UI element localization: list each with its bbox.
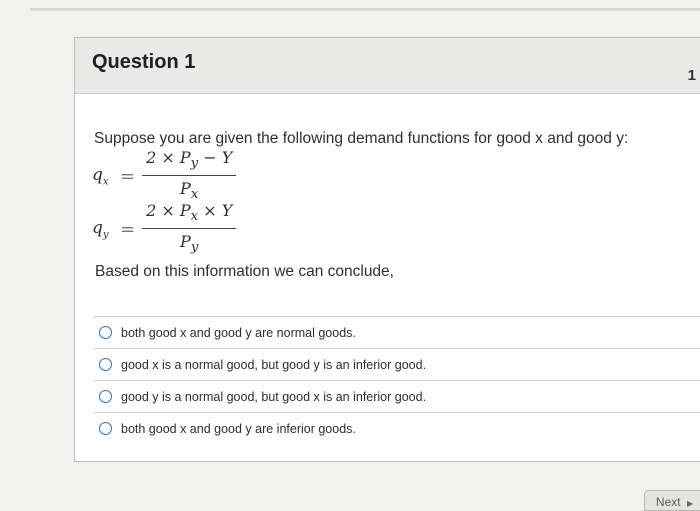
- question-points: 1: [687, 67, 696, 84]
- top-divider: [30, 8, 700, 11]
- equation-denominator: $P_y$: [180, 232, 199, 256]
- conclusion-prompt: Based on this information we can conclude,: [95, 263, 394, 280]
- equation-lhs: $q_x$: [92, 164, 109, 188]
- answer-options: [93, 316, 700, 444]
- answer-option-label: both good x and good y are normal goods.: [121, 325, 356, 340]
- radio-button[interactable]: [99, 390, 112, 403]
- question-header: [75, 38, 700, 94]
- equation-numerator: $2 \times P_y - Y$: [142, 149, 236, 176]
- question-title: Question 1: [92, 51, 196, 73]
- answer-option-normal-normal[interactable]: [93, 316, 700, 348]
- radio-button[interactable]: [99, 422, 112, 435]
- question-card: [74, 37, 700, 462]
- equation-fraction: [142, 202, 236, 255]
- demand-equation-x: [92, 148, 236, 203]
- answer-option-label: good x is a normal good, but good y is an inferior good.: [121, 357, 427, 372]
- radio-button[interactable]: [99, 326, 112, 339]
- answer-option-inferior-inferior[interactable]: [93, 412, 700, 444]
- demand-equation-y: [92, 201, 236, 256]
- equals-sign: =: [120, 165, 136, 187]
- answer-option-label: both good x and good y are inferior goods.: [121, 421, 356, 436]
- answer-option-label: good y is a normal good, but good x is an inferior good.: [121, 389, 427, 404]
- equation-denominator: $P_x$: [180, 179, 199, 203]
- radio-button[interactable]: [99, 358, 112, 371]
- equation-fraction: [142, 149, 236, 202]
- answer-option-x-normal-y-inferior[interactable]: [93, 348, 700, 380]
- equation-numerator: $2 \times P_x \times Y$: [142, 202, 236, 229]
- question-prompt: Suppose you are given the following demand functions for good x and good y:: [94, 130, 629, 147]
- next-button-label: Next: [655, 495, 681, 509]
- next-button[interactable]: [644, 490, 700, 511]
- equation-lhs: $q_y$: [92, 217, 109, 241]
- answer-option-y-normal-x-inferior[interactable]: [93, 380, 700, 412]
- equals-sign: =: [120, 218, 136, 240]
- right-triangle-icon: ▶: [686, 499, 694, 508]
